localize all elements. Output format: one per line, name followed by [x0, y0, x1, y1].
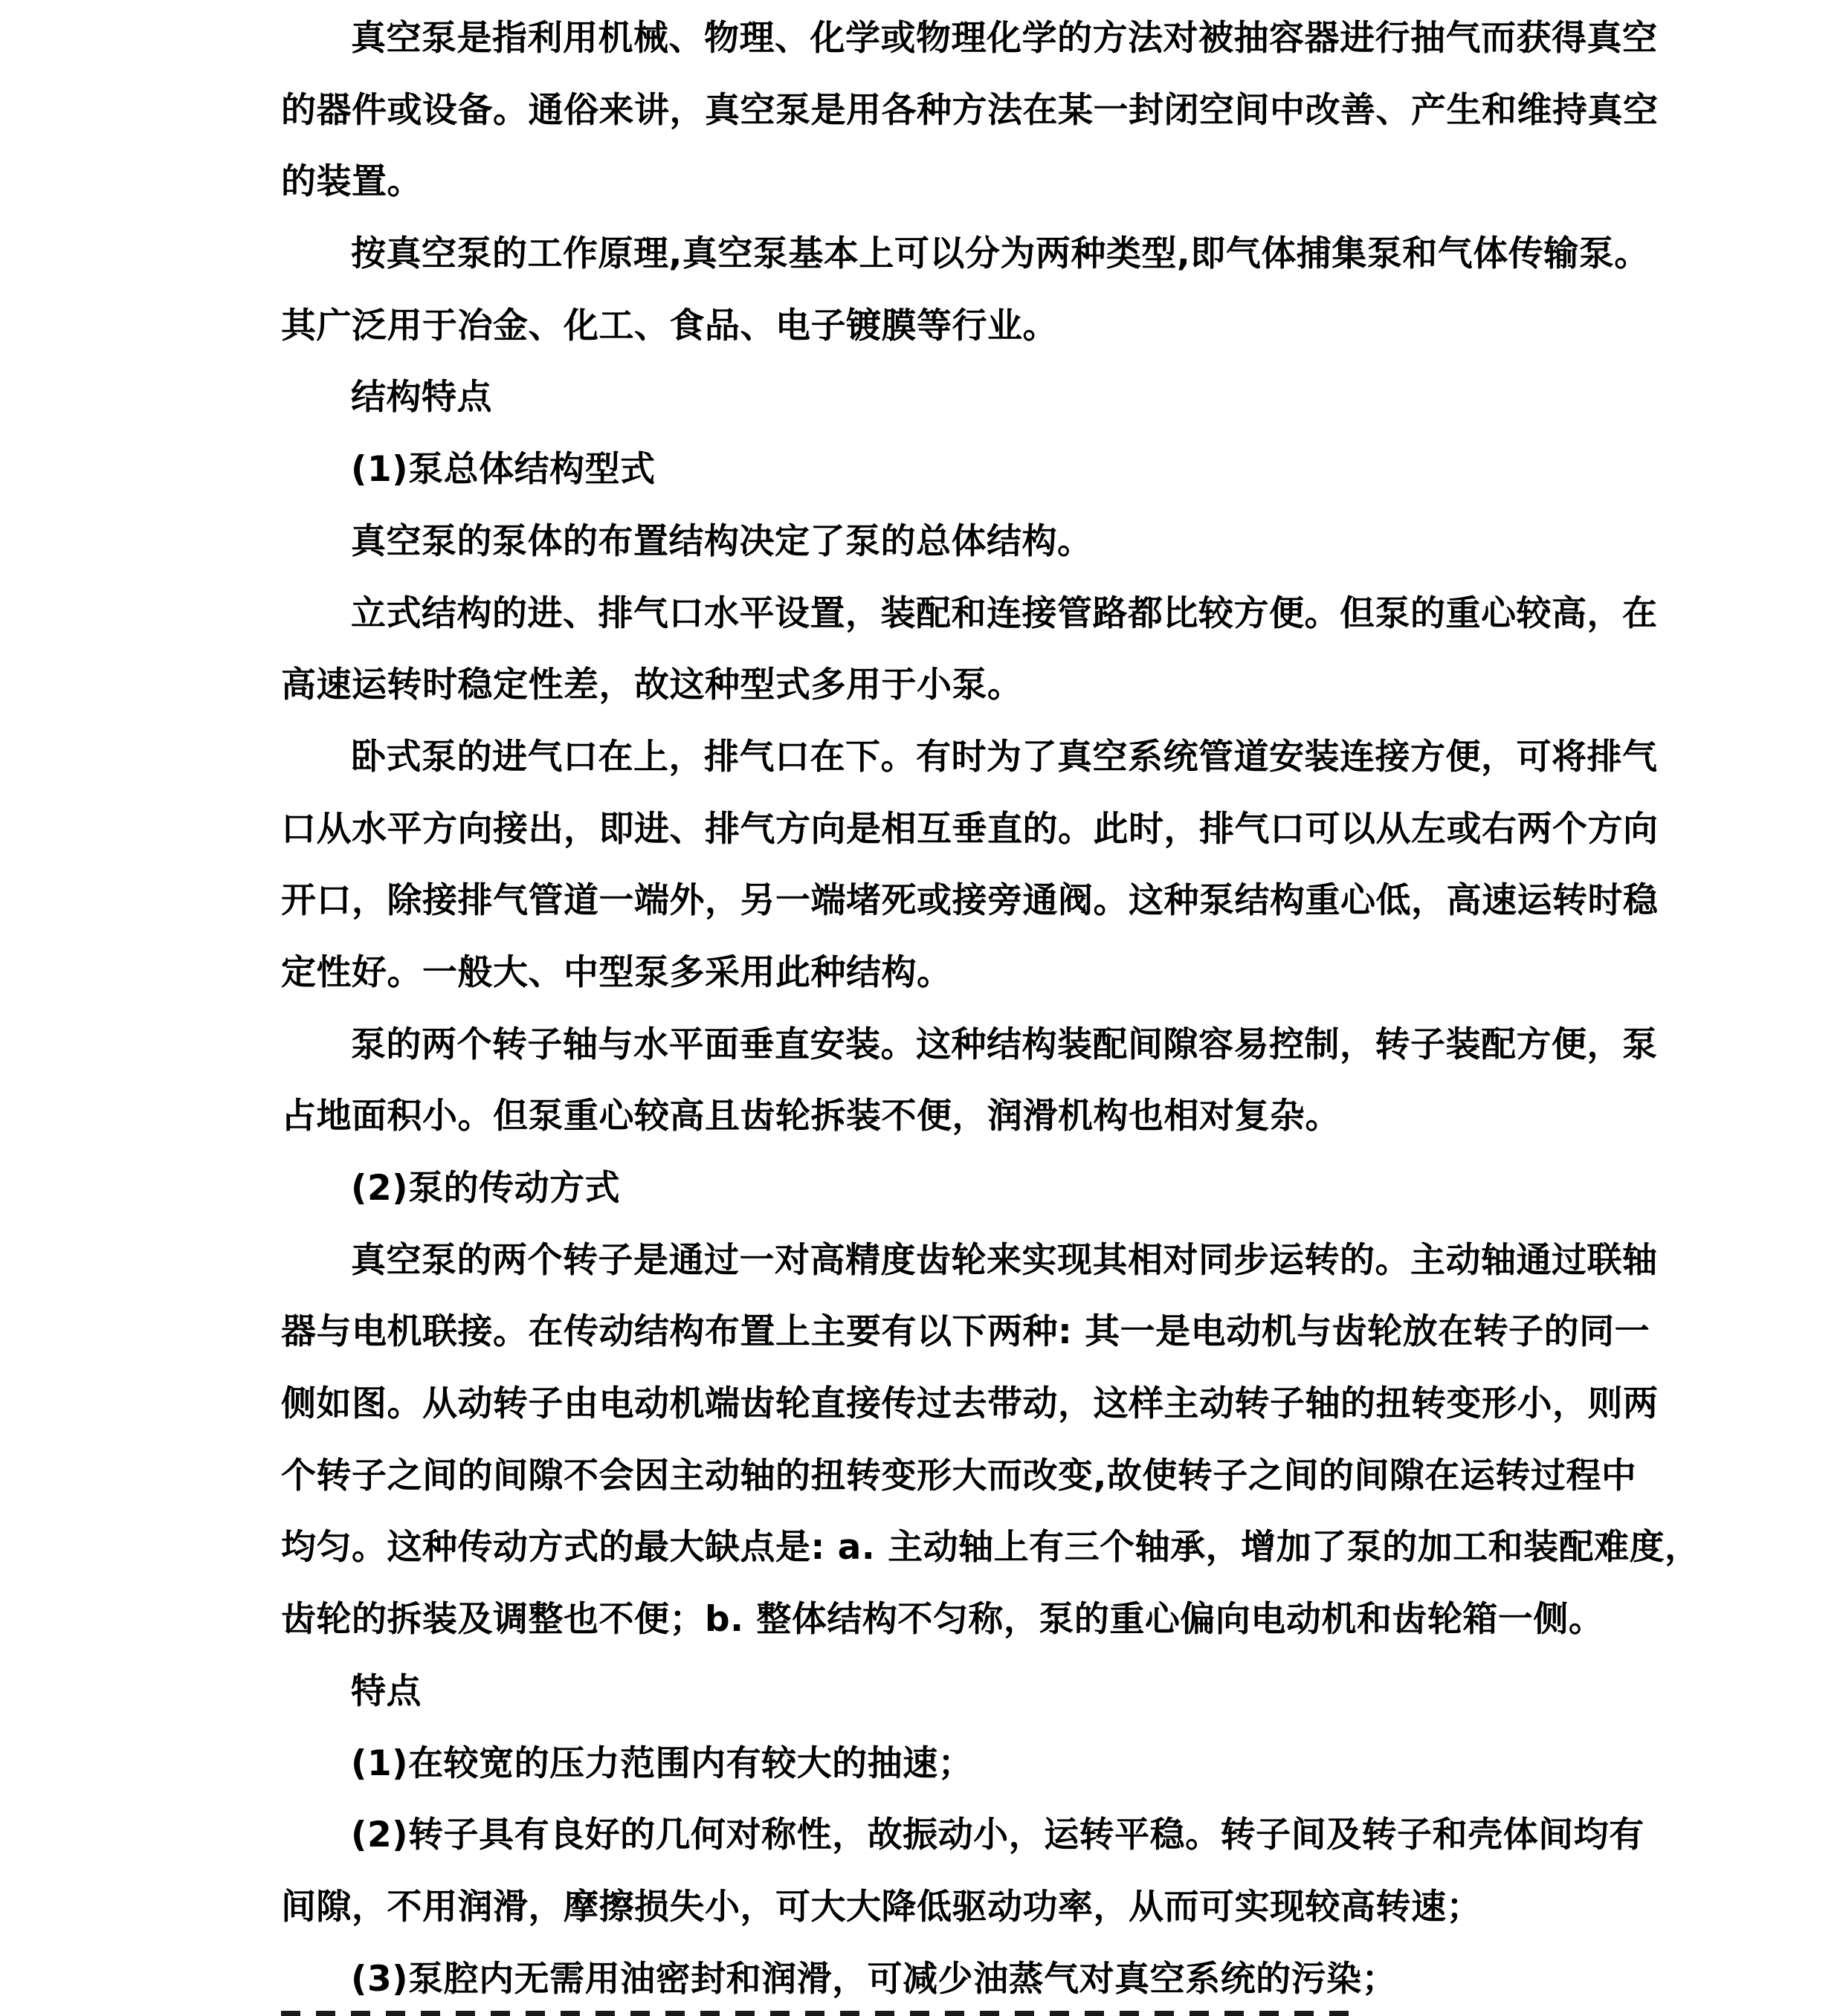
- text-line: 个转子之间的间隙不会因主动轴的扭转变形大而改变,故使转子之间的间隙在运转过程中: [281, 1455, 1637, 1496]
- text-line: (1)在较宽的压力范围内有较大的抽速；: [351, 1742, 974, 1784]
- text-line: 真空泵的泵体的布置结构决定了泵的总体结构。: [351, 520, 1093, 562]
- text-line: 侧如图。从动转子由电动机端齿轮直接传过去带动，这样主动转子轴的扭转变形小，则两: [281, 1383, 1659, 1425]
- text-line: 特点: [351, 1670, 422, 1712]
- document-body: [281, 3, 1738, 2015]
- text-line: 真空泵的两个转子是通过一对高精度齿轮来实现其相对同步运转的。主动轴通过联轴: [351, 1239, 1658, 1281]
- text-line: 结构特点: [351, 377, 492, 419]
- text-line: 器与电机联接。在传动结构布置上主要有以下两种: 其一是电动机与齿轮放在转子的同一: [281, 1311, 1650, 1353]
- text-line: (2)泵的传动方式: [351, 1168, 621, 1209]
- text-line: 卧式泵的进气口在上，排气口在下。有时为了真空系统管道安装连接方便，可将排气: [351, 736, 1658, 778]
- clipped-next-line-sliver: [281, 2011, 1352, 2016]
- text-line: 开口，除接排气管道一端外，另一端堵死或接旁通阀。这种泵结构重心低，高速运转时稳: [281, 880, 1659, 922]
- text-line: (2)转子具有良好的几何对称性，故振动小，运转平稳。转子间及转子和壳体间均有: [351, 1815, 1645, 1856]
- text-line: 口从水平方向接出，即进、排气方向是相互垂直的。此时，排气口可以从左或右两个方向: [281, 808, 1659, 850]
- text-line: 间隙，不用润滑，摩擦损失小，可大大降低驱动功率，从而可实现较高转速；: [281, 1886, 1482, 1928]
- text-line: 泵的两个转子轴与水平面垂直安装。这种结构装配间隙容易控制，转子装配方便，泵: [351, 1024, 1658, 1065]
- text-line: 立式结构的进、排气口水平设置，装配和连接管路都比较方便。但泵的重心较高，在: [351, 592, 1658, 634]
- text-line: 高速运转时稳定性差，故这种型式多用于小泵。: [281, 665, 1023, 706]
- text-line: 的器件或设备。通俗来讲，真空泵是用各种方法在某一封闭空间中改善、产生和维持真空: [281, 89, 1659, 131]
- text-line: (1)泵总体结构型式: [351, 449, 656, 491]
- text-line: 的装置。: [281, 161, 422, 203]
- text-line: 真空泵是指利用机械、物理、化学或物理化学的方法对被抽容器进行抽气而获得真空: [351, 18, 1658, 59]
- text-line: 按真空泵的工作原理,真空泵基本上可以分为两种类型,即气体捕集泵和气体传输泵。: [351, 233, 1650, 275]
- text-line: (3)泵腔内无需用油密封和润滑，可减少油蒸气对真空系统的污染；: [351, 1958, 1398, 2000]
- text-line: 齿轮的拆装及调整也不便；b. 整体结构不匀称，泵的重心偏向电动机和齿轮箱一侧。: [281, 1599, 1604, 1641]
- text-line: 均匀。这种传动方式的最大缺点是: a. 主动轴上有三个轴承，增加了泵的加工和装配难度，: [281, 1527, 1700, 1568]
- text-line: 定性好。一般大、中型泵多采用此种结构。: [281, 952, 952, 993]
- text-line: 占地面积小。但泵重心较高且齿轮拆装不便，润滑机构也相对复杂。: [281, 1096, 1340, 1137]
- text-line: 其广泛用于冶金、化工、食品、电子镀膜等行业。: [281, 305, 1058, 346]
